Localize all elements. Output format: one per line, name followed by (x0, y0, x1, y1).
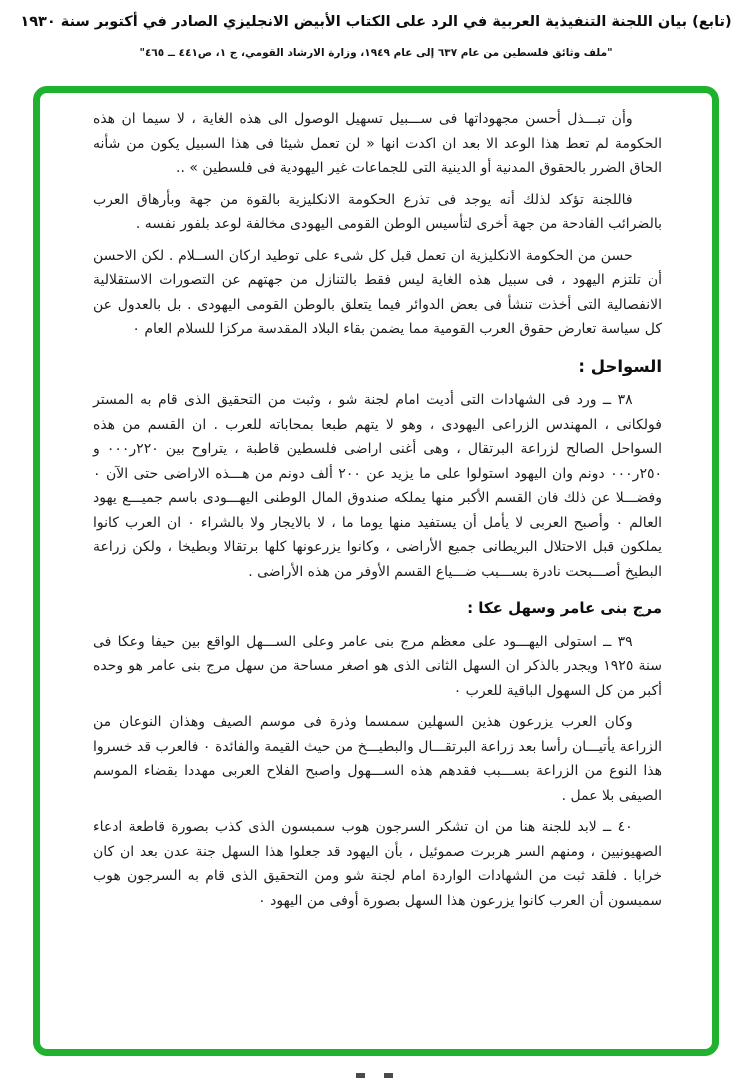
paragraph: ٣٩ ــ استولى اليهـــود على معظم مرج بنى عامر وعلى الســـهل الواقع بين حيفا وعكا فى سنة ١٩٢٥ ويجدر بالذكر ان السهل الثانى الذى هو اصغر مساحة من سهل مرج بنى عامر هو وحده أكبر من كل السهول الباقية للعرب ٠ (93, 633, 662, 699)
page-number-fragment (384, 1073, 393, 1078)
paragraph: وكان العرب يزرعون هذين السهلين سمسما وذرة فى موسم الصيف وهذان النوعان من الزراعة يأتيـــان رأسا بعد زراعة البرتقـــال والبطيـــخ من حيث القيمة والفائدة ٠ فالعرب قد خسروا هذا النوع من الزراعة بســـبب فقدهم هذه الســـهول واصبح الفلاح العربى مهددا بقضاء الموسم الصيفى بلا عمل . (93, 714, 662, 804)
green-border-frame (33, 86, 719, 1056)
paragraph: حسن من الحكومة الانكليزية ان تعمل قبل كل شىء على توطيد اركان الســلام . لكن الاحسن أن تلتزم اليهود ، فى سبيل هذه الغاية ليس فقط بالتنازل من جهتهم عن التصورات الاستقلالية الانفصالية التى أخذت تنشأ فى بعض الدوائر فيما يتعلق بالوطن القومى اليهودى . بل بالعدول عن كل سياسة تعارض حقوق العرب القومية مما يضمن بقاء البلاد المقدسة مركزا للسلام العام ٠ (93, 247, 662, 337)
paragraph: وأن تبـــذل أحسن مجهوداتها فى ســـبيل تسهيل الوصول الى هذه الغاية ، لا سيما ان هذه الحكومة لم تعط هذا الوعد الا بعد ان اكدت انها « لن تعمل شيئا فى هذا السبيل يكون من شأنه الحاق الضرر بالحقوق المدنية أو الدينية التى للجماعات غير اليهودية فى فلسطين » .. (93, 111, 662, 176)
document-body (93, 107, 662, 920)
section-heading: مرج بنى عامر وسهل عكا : (467, 599, 662, 617)
section-heading: السواحل : (578, 356, 662, 376)
document-source-citation: "ملف وثائق فلسطين من عام ٦٣٧ إلى عام ١٩٤٩، وزارة الارشاد القومي، ج ١، ص٤٤١ ــ ٤٦٥" (139, 47, 613, 59)
paragraph: فاللجنة تؤكد لذلك أنه يوجد فى تذرع الحكومة الانكليزية بالقوة من جهة وبأرهاق العرب بالضرائب الفادحة من جهة أخرى لتأسيس الوطن القومى اليهودى مخالفة لوعد بلفور نفسه . (93, 191, 662, 232)
page-number-fragment (356, 1073, 365, 1078)
document-title: (تابع) بيان اللجنة التنفيذية العربية في الرد على الكتاب الأبيض الانجليزي الصادر في أكتوبر سنة ١٩٣٠ (20, 14, 732, 30)
paragraph: ٣٨ ــ ورد فى الشهادات التى أديت امام لجنة شو ، وثبت من التحقيق الذى قام به المستر فولكانى ، المهندس الزراعى اليهودى ، وهو لا يتهم طبعا بمحاباته للعرب . ان القسم من هذه السواحل الصالح لزراعة البرتقال ، وهى أغنى اراضى فلسطين قاطبة ، يتراوح بين ٢٢٠ر٠٠٠ و ٢٥٠ر٠٠٠ دونم وان اليهود استولوا على ما يزيد عن ٢٠٠ ألف دونم من هـــذه الاراضى حتى الآن ٠ وفضـــلا عن ذلك فان القسم الأكبر منها يملكه صندوق المال الوطنى اليهـــودى باسم جميـــع يهود العالم ٠ وأصبح العربى لا يأمل أن يستفيد منها يوما ما ، لا بالايجار ولا بالشراء ٠ ان العرب كانوا يملكون قبل الاحتلال البريطانى جميع الأراضى ، وكانوا يزرعونها كلها برتقالا وبطيخا ، ولكن زراعة البطيخ أصـــبحت نادرة بســـبب ضـــياع القسم الأوفر من هذه الأراضى . (93, 392, 662, 580)
paragraph: ٤٠ ــ لابد للجنة هنا من ان تشكر السرجون هوب سمبسون الذى كذب بصورة قاطعة ادعاء الصهيونيين ، ومنهم السر هربرت صموئيل ، بأن اليهود قد جعلوا هذا السهل جنة عدن بعد ان كان خرابا . فلقد ثبت من الشهادات الواردة امام لجنة شو ومن التحقيق الذى قام به السرجون هوب سمبسون أن العرب كانوا يزرعون هذا السهل بصورة أوفى من اليهود ٠ (93, 819, 662, 909)
